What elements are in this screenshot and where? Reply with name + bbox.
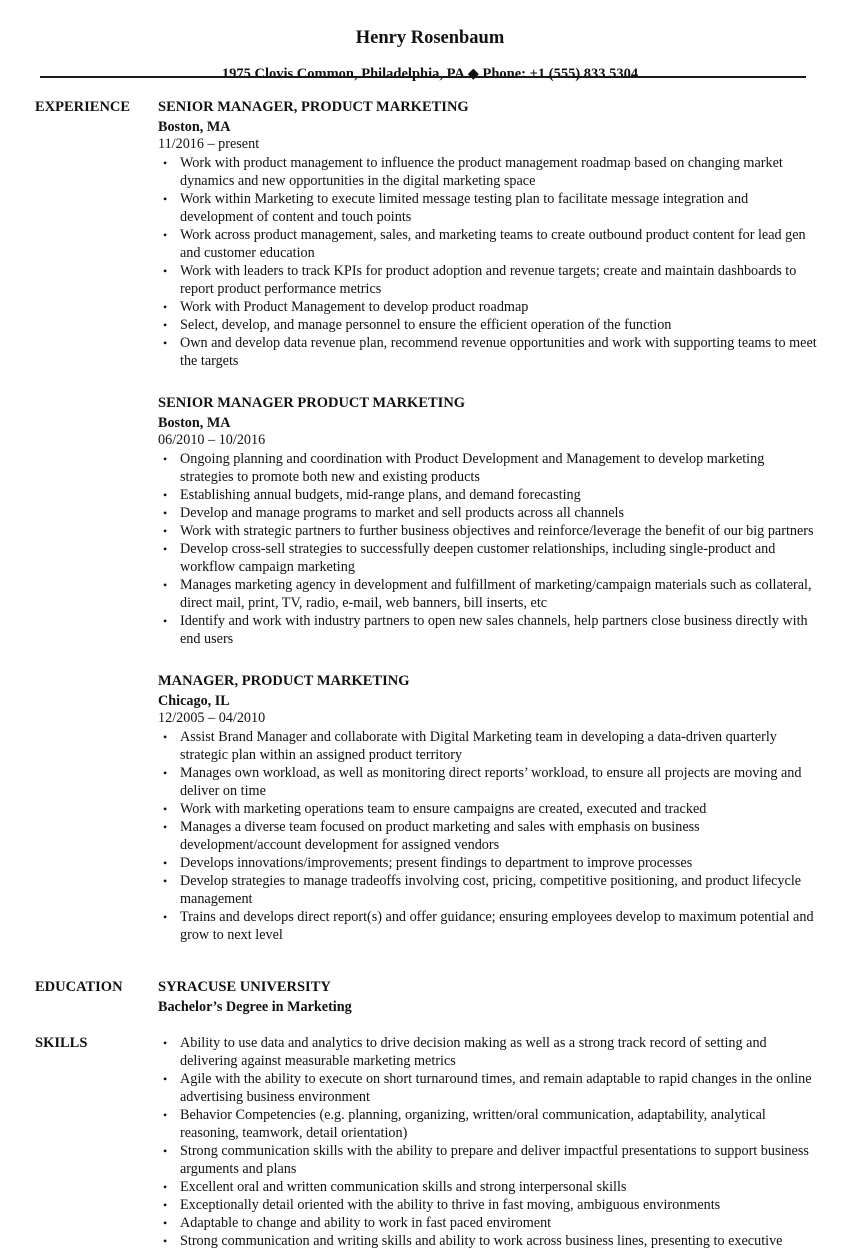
bullet-text: Work with leaders to track KPIs for product adoption and revenue targets; create and maintain dashboards to report product performance metrics [180, 263, 797, 297]
bullet-item [158, 612, 818, 648]
job-entry [158, 98, 818, 370]
bullet-item [158, 1232, 818, 1250]
bullet-icon: • [163, 264, 168, 278]
bullet-text: Work with Product Management to develop product roadmap [180, 299, 529, 315]
bullet-text: Strong communication skills with the ability to prepare and deliver impactful presentations to support business arguments and plans [180, 1143, 809, 1177]
bullet-text: Own and develop data revenue plan, recommend revenue opportunities and work with supporting teams to meet the targets [180, 335, 817, 369]
job-dates: 12/2005 – 04/2010 [158, 710, 266, 726]
bullet-text: Develop strategies to manage tradeoffs involving cost, pricing, competitive positioning, and product lifecycle management [180, 873, 802, 907]
bullet-text: Assist Brand Manager and collaborate with Digital Marketing team in developing a data-driven quarterly strategic plan within an assigned product territory [180, 729, 777, 763]
bullet-item [158, 190, 818, 226]
job-location: Boston, MA [158, 119, 231, 135]
bullet-icon: • [163, 1198, 168, 1212]
bullet-text: Excellent oral and written communication skills and strong interpersonal skills [180, 1179, 627, 1195]
bullet-text: Identify and work with industry partners to open new sales channels, help partners close business directly with end users [180, 613, 808, 647]
job-bullets [158, 450, 818, 648]
job-title: MANAGER, PRODUCT MARKETING [158, 673, 410, 689]
bullet-text: Manages a diverse team focused on product marketing and sales with emphasis on business development/account development for assigned vendors [180, 819, 700, 853]
bullet-item [158, 1070, 818, 1106]
job-dates: 11/2016 – present [158, 136, 260, 152]
bullet-icon: • [163, 1036, 168, 1050]
school-name: SYRACUSE UNIVERSITY [158, 979, 331, 995]
bullet-icon: • [163, 820, 168, 834]
job-location: Chicago, IL [158, 693, 230, 709]
job-bullets [158, 154, 818, 370]
bullet-icon: • [163, 506, 168, 520]
bullet-text: Work within Marketing to execute limited message testing plan to facilitate message integration and development of content and touch points [180, 191, 749, 225]
bullet-item [158, 298, 818, 316]
bullet-icon: • [163, 802, 168, 816]
job-entry [158, 672, 818, 944]
bullet-item [158, 728, 818, 764]
experience-jobs [158, 98, 818, 968]
bullet-icon: • [163, 1072, 168, 1086]
bullet-text: Ability to use data and analytics to drive decision making as well as a strong track record of setting and delivering against measurable marketing metrics [180, 1035, 767, 1069]
bullet-item [158, 872, 818, 908]
bullet-item [158, 334, 818, 370]
bullet-text: Develops innovations/improvements; present findings to department to improve processes [180, 855, 693, 871]
resume-header [0, 0, 860, 83]
bullet-icon: • [163, 1108, 168, 1122]
bullet-text: Establishing annual budgets, mid-range plans, and demand forecasting [180, 487, 581, 503]
job-bullets [158, 728, 818, 944]
job-title: SENIOR MANAGER PRODUCT MARKETING [158, 395, 466, 411]
bullet-item [158, 1214, 818, 1232]
bullet-icon: • [163, 856, 168, 870]
bullet-icon: • [163, 228, 168, 242]
bullet-item [158, 1034, 818, 1070]
bullet-icon: • [163, 156, 168, 170]
bullet-item [158, 908, 818, 944]
bullet-icon: • [163, 192, 168, 206]
bullet-item [158, 262, 818, 298]
bullet-text: Work with product management to influence the product management roadmap based on changing market dynamics and new opportunities in the digital marketing space [180, 155, 783, 189]
bullet-item [158, 154, 818, 190]
bullet-text: Strong communication and writing skills and ability to work across business lines, presenting to executive [180, 1233, 783, 1249]
job-entry [158, 394, 818, 648]
education-heading: EDUCATION [35, 979, 123, 995]
bullet-text: Behavior Competencies (e.g. planning, organizing, written/oral communication, adaptability, analytical reasoning, teamwork, detail orientation) [180, 1107, 766, 1141]
bullet-item [158, 504, 818, 522]
bullet-item [158, 316, 818, 334]
bullet-icon: • [163, 318, 168, 332]
bullet-icon: • [163, 452, 168, 466]
bullet-icon: • [163, 730, 168, 744]
contact-line: 1975 Clovis Common, Philadelphia, PA ◆ Phone: +1 (555) 833 5304 [221, 66, 639, 82]
bullet-icon: • [163, 874, 168, 888]
bullet-icon: • [163, 524, 168, 538]
bullet-icon: • [163, 766, 168, 780]
bullet-text: Agile with the ability to execute on short turnaround times, and remain adaptable to rapid changes in the online advertising business environment [180, 1071, 812, 1105]
bullet-item [158, 764, 818, 800]
bullet-text: Ongoing planning and coordination with Product Development and Management to develop marketing strategies to promote both new and existing products [180, 451, 765, 485]
bullet-text: Adaptable to change and ability to work in fast paced enviroment [180, 1215, 552, 1231]
bullet-icon: • [163, 578, 168, 592]
bullet-icon: • [163, 1216, 168, 1230]
bullet-icon: • [163, 910, 168, 924]
bullet-text: Work with strategic partners to further business objectives and reinforce/leverage the benefit of our big partners [180, 523, 814, 539]
bullet-text: Select, develop, and manage personnel to ensure the efficient operation of the function [180, 317, 672, 333]
bullet-text: Develop and manage programs to market and sell products across all channels [180, 505, 625, 521]
candidate-name: Henry Rosenbaum [355, 28, 505, 48]
bullet-item [158, 226, 818, 262]
header-divider [40, 76, 806, 78]
bullet-icon: • [163, 542, 168, 556]
bullet-item [158, 522, 818, 540]
bullet-icon: • [163, 488, 168, 502]
bullet-item [158, 1178, 818, 1196]
job-dates: 06/2010 – 10/2016 [158, 432, 266, 448]
skills-body [158, 1034, 818, 1250]
bullet-text: Manages marketing agency in development and fulfillment of marketing/campaign materials such as collateral, direct mail, print, TV, radio, e-mail, web banners, bill inserts, etc [180, 577, 812, 611]
bullet-item [158, 450, 818, 486]
bullet-text: Develop cross-sell strategies to successfully deepen customer relationships, including single-product and workflow campaign marketing [180, 541, 776, 575]
bullet-item [158, 486, 818, 504]
bullet-item [158, 1196, 818, 1214]
degree: Bachelor’s Degree in Marketing [158, 999, 352, 1015]
bullet-text: Exceptionally detail oriented with the ability to thrive in fast moving, ambiguous environments [180, 1197, 721, 1213]
experience-heading: EXPERIENCE [35, 99, 131, 115]
bullet-icon: • [163, 1144, 168, 1158]
skills-bullets [158, 1034, 818, 1250]
bullet-item [158, 540, 818, 576]
bullet-item [158, 576, 818, 612]
bullet-item [158, 818, 818, 854]
job-location: Boston, MA [158, 415, 231, 431]
skills-heading: SKILLS [35, 1035, 88, 1051]
bullet-icon: • [163, 336, 168, 350]
job-title: SENIOR MANAGER, PRODUCT MARKETING [158, 99, 469, 115]
bullet-icon: • [163, 614, 168, 628]
bullet-icon: • [163, 300, 168, 314]
bullet-text: Work across product management, sales, and marketing teams to create outbound product content for lead gen and customer education [180, 227, 806, 261]
bullet-icon: • [163, 1234, 168, 1248]
bullet-item [158, 1106, 818, 1142]
education-body [158, 978, 818, 1016]
bullet-item [158, 1142, 818, 1178]
bullet-item [158, 854, 818, 872]
bullet-icon: • [163, 1180, 168, 1194]
bullet-item [158, 800, 818, 818]
bullet-text: Manages own workload, as well as monitoring direct reports’ workload, to ensure all projects are moving and deliver on time [180, 765, 802, 799]
bullet-text: Trains and develops direct report(s) and offer guidance; ensuring employees develop to maximum potential and grow to next level [180, 909, 814, 943]
bullet-text: Work with marketing operations team to ensure campaigns are created, executed and tracked [180, 801, 707, 817]
